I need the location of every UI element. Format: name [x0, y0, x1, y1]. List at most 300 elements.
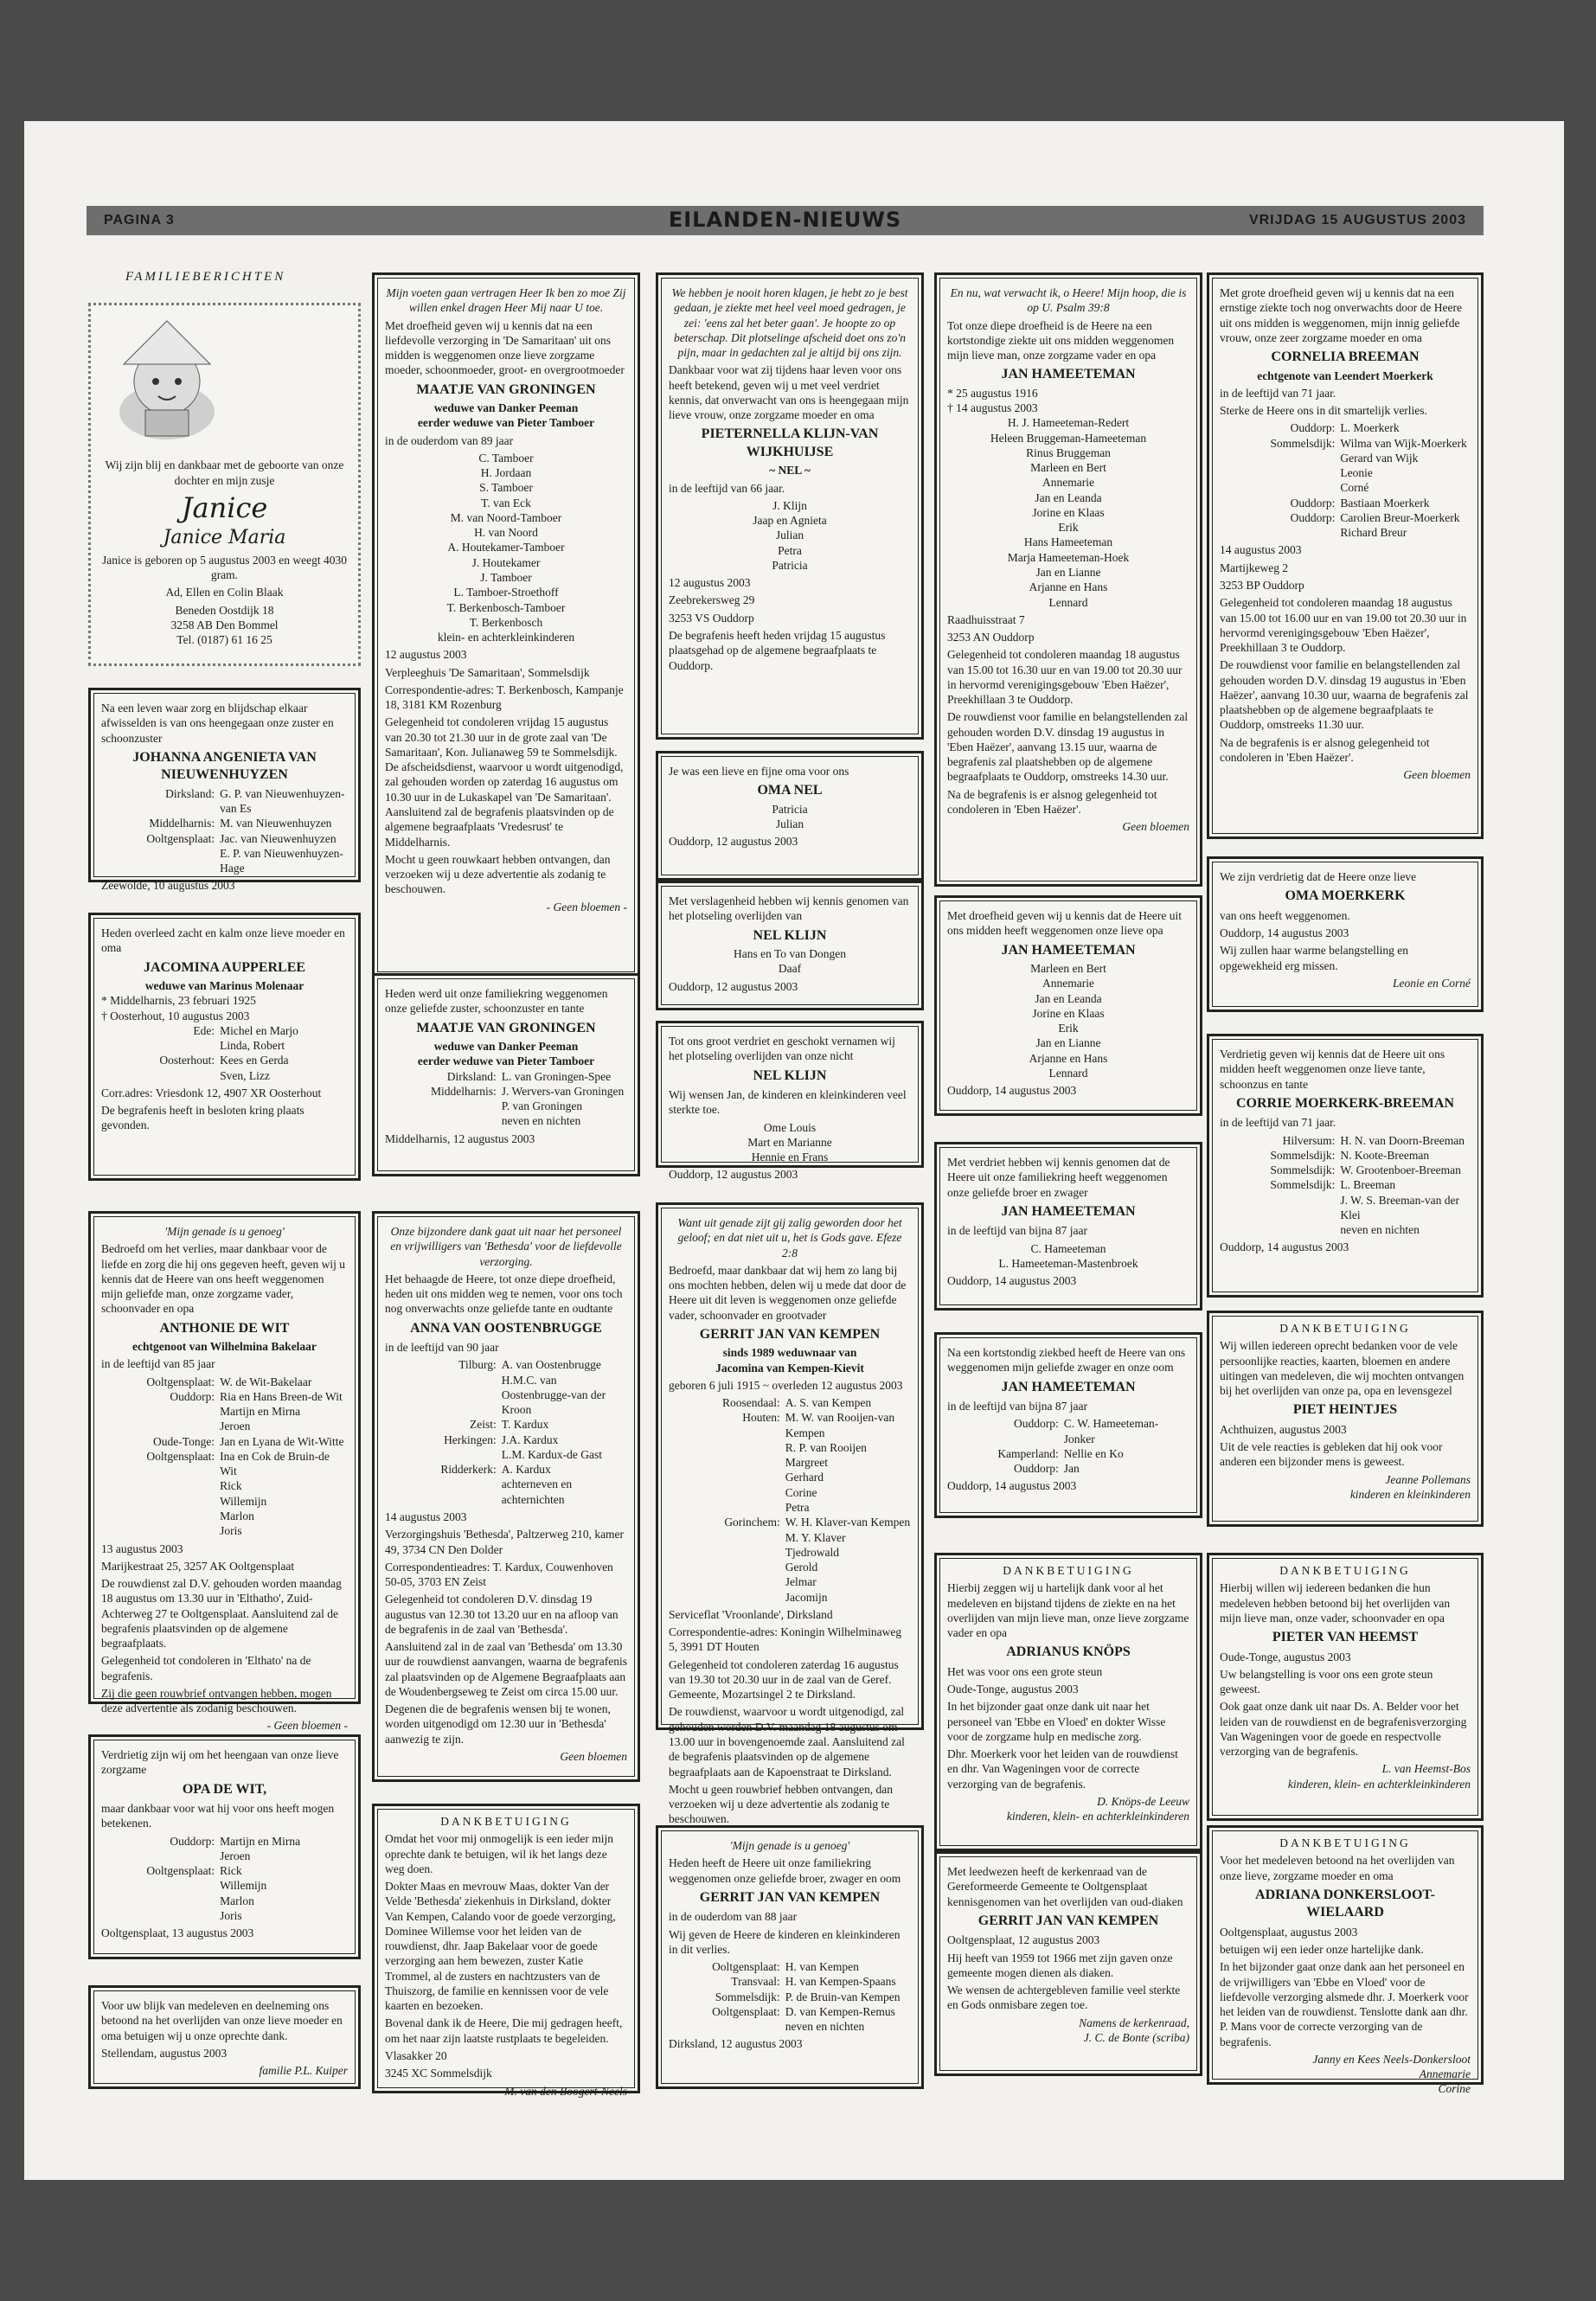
family-row — [1220, 465, 1471, 480]
family-row — [1220, 496, 1471, 510]
family-place — [101, 1404, 220, 1419]
family-member: Hans en To van Dongen — [733, 947, 847, 960]
family-place — [669, 1530, 785, 1545]
family-member: T. Berkenbosch — [469, 615, 543, 629]
family-member: L. Hameeteman-Mastenbroek — [998, 1256, 1138, 1270]
ad-footer: Ouddorp, 14 augustus 2003 — [1220, 926, 1349, 939]
deceased-name: ANNA VAN OOSTENBRUGGE — [410, 1320, 602, 1336]
ad-footer: Correspondentieadres: T. Kardux, Couwenhoven 50-05, 3703 EN Zeist — [385, 1560, 613, 1589]
family-row — [1220, 1193, 1471, 1223]
ad-title: DANKBETUIGING — [1279, 1322, 1411, 1335]
family-row — [669, 2004, 911, 2019]
family-member: H. van Noord — [474, 526, 538, 540]
ad-footer: Zeewolde, 10 augustus 2003 — [101, 879, 235, 893]
family-row — [1220, 1148, 1471, 1163]
family-names: Petra — [785, 1500, 810, 1514]
family-member: Jan en Lianne — [1035, 1036, 1101, 1050]
ad-footer: Oude-Tonge, augustus 2003 — [947, 1682, 1079, 1696]
family-names: H. van Kempen-Spaans — [785, 1975, 896, 1989]
ad-body: Hij heeft van 1959 tot 1966 met zijn gaven onze gemeente mogen dienen als diaken. — [947, 1951, 1173, 1979]
family-row — [1220, 420, 1471, 435]
family-member: Jorine en Klaas — [1032, 505, 1105, 519]
masthead: EILANDEN-NIEUWS — [668, 208, 902, 232]
family-place — [385, 1113, 502, 1128]
family-place: Oude-Tonge: — [153, 1434, 215, 1448]
ad-footer: 12 augustus 2003 — [669, 576, 751, 590]
family-row — [1220, 451, 1471, 465]
birth-details: Janice is geboren op 5 augustus 2003 en weegt 4030 gram. — [101, 553, 348, 582]
ad-title: DANKBETUIGING — [1003, 1564, 1134, 1577]
deceased-name: ADRIANUS KNÖPS — [1006, 1644, 1131, 1660]
ad-footer: Stellendam, augustus 2003 — [101, 2046, 228, 2060]
family-place — [101, 1419, 220, 1433]
family-row — [385, 1477, 627, 1507]
family-row — [101, 1419, 348, 1433]
ad-text: Heden overleed zacht en kalm onze lieve moeder en oma — [101, 926, 345, 955]
family-place — [1220, 525, 1340, 540]
age-line: in de ouderdom van 88 jaar — [669, 1910, 798, 1924]
family-names: C. W. Hameeteman-Jonker — [1063, 1417, 1159, 1445]
ad-text: Wij willen iedereen oprecht bedanken voor de vele persoonlijke reacties, kaarten, bloemen en andere uitingen van medeleven, die wij mochten ontvangen bij het overlijden van onze pa, opa en levensgezel — [1220, 1339, 1465, 1398]
ad-body: De rouwdienst voor familie en belangstellenden zal gehouden worden D.V. dinsdag 19 augustus in 'Eben Haëzer', aanvang 13.15 uur, waarna de begrafenis zal plaatshebben op de algemene begraafplaats te Ouddorp, omstreeks 14.30 uur. — [947, 710, 1189, 784]
age-line: in de leeftijd van 71 jaar. — [1220, 1116, 1336, 1130]
family-row — [101, 1849, 348, 1863]
family-row — [101, 1038, 348, 1053]
family-member: H. J. Hameeteman-Redert — [1007, 416, 1130, 430]
ad-signature: kinderen, klein- en achterkleinkinderen — [1287, 1777, 1471, 1791]
family-member: T. Berkenbosch-Tamboer — [446, 600, 566, 614]
deceased-name: JOHANNA ANGENIETA VAN NIEUWENHUYZEN — [132, 749, 317, 783]
ad-quote: 'Mijn genade is u genoeg' — [164, 1225, 285, 1238]
family-row — [1220, 1222, 1471, 1237]
ad-footer: 14 augustus 2003 — [1220, 543, 1302, 557]
telephone: Tel. (0187) 61 16 25 — [176, 633, 272, 647]
ad-subtitle-2: eerder weduwe van Pieter Tamboer — [417, 416, 595, 430]
deceased-name: PIETER VAN HEEMST — [1272, 1630, 1419, 1645]
family-names: Marlon — [220, 1894, 254, 1907]
birth-announcement — [88, 303, 361, 666]
family-member: Marja Hameeteman-Hoek — [1007, 550, 1130, 564]
family-member: Jan en Leanda — [1035, 490, 1102, 504]
obituary-ad — [88, 1211, 361, 1733]
family-place: Ouddorp: — [170, 1389, 215, 1403]
family-place: Ede: — [193, 1023, 215, 1037]
ad-footer: Dirksland, 12 augustus 2003 — [669, 2037, 803, 2051]
obituary-ad — [1207, 272, 1484, 839]
ad-footer: Ooltgensplaat, 13 augustus 2003 — [101, 1926, 254, 1940]
ad-body: Uit de vele reacties is gebleken dat hij ook voor anderen een bijzonder mens is geweest. — [1220, 1440, 1443, 1469]
family-names: Marlon — [220, 1509, 254, 1522]
deceased-name: MAATJE VAN GRONINGEN — [416, 1020, 596, 1035]
deceased-name: ANTHONIE DE WIT — [159, 1320, 290, 1336]
family-place: Roosendaal: — [722, 1396, 780, 1410]
family-place — [101, 1509, 220, 1523]
ad-text: Voor het medeleven betoond na het overlijden van onze lieve, zorgzame moeder en oma — [1220, 1854, 1455, 1882]
ad-text: Bovenal dank ik de Heere, Die mij gedragen heeft, om het naar zijn laatste rustplaats te begeleiden. — [385, 2016, 623, 2045]
family-place: Ouddorp: — [1290, 510, 1336, 524]
ad-subtitle: weduwe van Danker Peeman — [433, 1040, 579, 1053]
date-line: * 25 augustus 1916 — [947, 386, 1038, 400]
family-row — [101, 786, 348, 817]
family-member: J. Klijn — [772, 498, 807, 512]
ad-text: Je was een lieve en fijne oma voor ons — [669, 765, 849, 778]
ad-footer: Achthuizen, augustus 2003 — [1220, 1422, 1347, 1436]
family-names: Bastiaan Moerkerk — [1340, 496, 1430, 510]
family-names: Jeroen — [220, 1849, 251, 1862]
family-place — [1220, 1193, 1340, 1223]
family-member: Mart en Marianne — [747, 1135, 832, 1149]
obituary-ad — [934, 1851, 1202, 2076]
age-line: in de leeftijd van 85 jaar — [101, 1357, 215, 1371]
ad-footer: 14 augustus 2003 — [385, 1509, 467, 1523]
family-row — [101, 831, 348, 846]
family-row — [1220, 510, 1471, 525]
family-member: Patricia — [772, 802, 808, 816]
ad-signature: Janny en Kees Neels-Donkersloot — [1312, 2052, 1471, 2066]
family-member: Annemarie — [1042, 977, 1094, 990]
ad-footer: 3253 VS Ouddorp — [669, 611, 754, 625]
ad-body: betuigen wij een ieder onze hartelijke dank. — [1220, 1943, 1424, 1956]
ad-footer: Correspondentie-adres: Koningin Wilhelminaweg 5, 3991 DT Houten — [669, 1625, 902, 1654]
family-row — [101, 1375, 348, 1389]
deceased-name: CORNELIA BREEMAN — [1271, 349, 1420, 365]
family-row — [669, 1410, 911, 1440]
obituary-ad — [934, 272, 1202, 887]
family-names: H. N. van Doorn-Breeman — [1340, 1133, 1465, 1147]
deceased-name: PIETERNELLA KLIJN-VAN WIJKHUIJSE — [701, 426, 879, 459]
ad-title: DANKBETUIGING — [1279, 1564, 1411, 1577]
family-names: N. Koote-Breeman — [1340, 1148, 1430, 1162]
family-row — [101, 1478, 348, 1493]
obituary-ad — [372, 272, 640, 977]
family-names: Willemijn — [220, 1494, 267, 1508]
obituary-ad — [88, 1985, 361, 2089]
family-names: Carolien Breur-Moerkerk — [1340, 510, 1460, 524]
deceased-name: OPA DE WIT, — [182, 1781, 267, 1797]
family-row — [669, 2019, 911, 2034]
obituary-ad — [656, 1202, 924, 1826]
date-line: † Oosterhout, 10 augustus 2003 — [101, 1009, 250, 1022]
ad-signature: Corine — [1438, 2082, 1471, 2096]
ad-body: Mocht u geen rouwbrief hebben ontvangen, dan verzoeken wij u deze advertentie als zodanig te beschouwen. — [669, 1782, 894, 1826]
ad-subtitle: weduwe van Marinus Molenaar — [144, 979, 304, 992]
deceased-name: GERRIT JAN VAN KEMPEN — [699, 1889, 881, 1905]
ad-signature: kinderen, klein- en achterkleinkinderen — [1006, 1810, 1189, 1823]
birth-intro: Wij zijn blij en dankbaar met de geboorte van onze dochter en mijn zusje — [105, 458, 344, 487]
family-place: Sommelsdijk: — [1270, 436, 1336, 450]
page-header — [87, 206, 1484, 235]
family-names: M. van Nieuwenhuyzen — [220, 817, 332, 830]
family-row — [669, 1560, 911, 1574]
address-line-1: Beneden Oostdijk 18 — [175, 603, 274, 617]
family-names: P. de Bruin-van Kempen — [785, 1990, 901, 2003]
family-row — [669, 1545, 911, 1560]
ad-text-2: van ons heeft weggenomen. — [1220, 908, 1350, 922]
deceased-name: OMA MOERKERK — [1285, 888, 1406, 904]
ad-footer: 12 augustus 2003 — [385, 648, 467, 662]
family-row — [101, 1878, 348, 1893]
family-place — [101, 1908, 220, 1923]
family-member: Lennard — [1048, 595, 1088, 609]
ad-signature: L. van Heemst-Bos — [1381, 1762, 1471, 1776]
family-row — [385, 1099, 627, 1113]
obituary-ad — [1207, 1553, 1484, 1821]
ad-body: Gelegenheid tot condoleren maandag 18 augustus van 15.00 tot 16.30 uur en van 19.00 tot 20.30 uur in hervormd verenigingsgebouw 'Eben Haëzer', Preekhillaan 3 te Ouddorp. — [947, 648, 1183, 707]
ad-quote: Mijn voeten gaan vertragen Heer Ik ben zo moe Zij willen enkel dragen Heer Mij naar U toe. — [386, 286, 626, 315]
family-place — [669, 2019, 785, 2034]
family-row — [669, 1440, 911, 1455]
family-row — [101, 1023, 348, 1038]
family-place: Kamperland: — [997, 1446, 1059, 1460]
obituary-ad — [656, 881, 924, 1010]
ad-text: Heden werd uit onze familiekring weggenomen onze geliefde zuster, schoonzuster en tante — [385, 987, 608, 1016]
age-line: geboren 6 juli 1915 ~ overleden 12 augustus 2003 — [669, 1378, 903, 1392]
family-row — [669, 1395, 911, 1410]
family-row — [101, 1834, 348, 1849]
family-names: neven en nichten — [1340, 1223, 1420, 1237]
obituary-ad — [88, 913, 361, 1181]
family-names: Linda, Robert — [220, 1039, 285, 1053]
family-place — [385, 1477, 502, 1507]
family-names: H. van Kempen — [785, 1960, 859, 1974]
ad-footer: Ouddorp, 14 augustus 2003 — [947, 1274, 1077, 1288]
family-row — [669, 1500, 911, 1515]
family-place: Sommelsdijk: — [1270, 1148, 1336, 1162]
ad-footer: Marijkestraat 25, 3257 AK Ooltgensplaat — [101, 1559, 295, 1573]
family-names: D. van Kempen-Remus — [785, 2004, 895, 2018]
family-row — [1220, 1163, 1471, 1177]
ad-footer: Vlasakker 20 — [385, 2048, 447, 2062]
family-names: J. Wervers-van Groningen — [501, 1084, 625, 1098]
family-names: Ria en Hans Breen-de Wit — [220, 1389, 343, 1403]
obituary-ad — [1207, 1034, 1484, 1298]
family-member: T. van Eck — [481, 496, 531, 510]
obituary-ad — [1207, 856, 1484, 1012]
family-place: Hilversum: — [1282, 1133, 1336, 1147]
obituary-ad — [934, 895, 1202, 1116]
ad-text: We zijn verdrietig dat de Heere onze lieve — [1220, 870, 1417, 883]
family-names: Jan — [1063, 1462, 1080, 1476]
family-names: W. de Wit-Bakelaar — [220, 1375, 312, 1388]
section-title: FAMILIEBERICHTEN — [125, 270, 286, 284]
family-member: Julian — [775, 529, 804, 542]
ad-subtitle: echtgenoot van Wilhelmina Bakelaar — [132, 1340, 317, 1354]
ad-footer: Verpleeghuis 'De Samaritaan', Sommelsdijk — [385, 665, 590, 679]
family-place — [669, 1485, 785, 1500]
family-member: J. Tamboer — [480, 570, 532, 584]
family-member: C. Tamboer — [478, 451, 534, 465]
family-names: Margreet — [785, 1456, 829, 1470]
family-place: Oosterhout: — [159, 1054, 215, 1067]
family-place: Ooltgensplaat: — [146, 831, 215, 845]
ad-footer: Ouddorp, 14 augustus 2003 — [947, 1084, 1077, 1098]
family-row — [385, 1417, 627, 1432]
family-row — [101, 1449, 348, 1479]
obituary-ad — [934, 1553, 1202, 1851]
deceased-name: NEL KLIJN — [753, 927, 827, 943]
ad-quote: We hebben je nooit horen klagen, je hebt zo je best gedaan, je ziekte met heel veel moed gedragen, je zei: 'eens zal het beter gaan'. Je hoopte zo op beterschap. Dit plotselinge afscheid doet ons zo'n pijn, maar in gedachten zal je altijd bij ons zijn. — [671, 286, 908, 360]
family-member: Heleen Bruggeman-Hameeteman — [990, 431, 1147, 445]
ad-body: Gelegenheid tot condoleren vrijdag 15 augustus van 20.30 tot 21.30 uur in de grote zaal van 'De Samaritaan', Kon. Julianaweg 59 te Sommelsdijk. De afscheidsdienst, waarvoor u wordt uitgenodigd, zal gehouden worden op zaterdag 16 augustus om 10.30 uur in de Lukaskapel van 'De Samaritaan'. Aansluitend zal de begrafenis plaatsvinden op de algemene begraafplaats 'Vredesrust' te Middelharnis. — [385, 715, 624, 849]
ad-text: Hierbij willen wij iedereen bedanken die hun medeleven hebben betoond bij het overlijden van mijn lieve man, onze vader, schoonvader en opa — [1220, 1581, 1451, 1625]
deceased-name: GERRIT JAN VAN KEMPEN — [977, 1913, 1159, 1928]
ad-footer: Ouddorp, 12 augustus 2003 — [669, 1168, 798, 1182]
family-member: Arjanne en Hans — [1029, 580, 1108, 594]
family-place — [669, 1590, 785, 1605]
ad-text: Hierbij zeggen wij u hartelijk dank voor al het medeleven en bijstand tijdens de ziekte en na het overlijden van mijn lieve man, onze lieve zorgzame vader en opa — [947, 1581, 1189, 1640]
ad-subtitle-2: eerder weduwe van Pieter Tamboer — [417, 1054, 595, 1068]
family-names: Martijn en Mirna — [220, 1834, 301, 1848]
obituary-ad — [372, 973, 640, 1176]
family-row — [101, 1434, 348, 1449]
family-row — [1220, 1177, 1471, 1192]
ad-signature: J. C. de Bonte (scriba) — [1083, 2030, 1189, 2044]
deceased-name: JAN HAMEETEMAN — [1001, 1203, 1136, 1219]
family-place — [1220, 480, 1340, 495]
family-names: Nellie en Ko — [1063, 1446, 1124, 1460]
ad-signature: Geen bloemen — [1122, 820, 1189, 834]
family-place — [101, 1068, 220, 1083]
ad-subtitle: echtgenote van Leendert Moerkerk — [1257, 369, 1433, 382]
family-place: Ouddorp: — [1014, 1417, 1059, 1431]
obituary-ad — [88, 688, 361, 893]
family-names: Joris — [220, 1524, 242, 1538]
family-row — [101, 1068, 348, 1083]
family-row — [669, 1974, 911, 1989]
family-member: Hennie en Frans — [751, 1150, 829, 1164]
family-place — [669, 1470, 785, 1484]
family-row — [1220, 436, 1471, 451]
family-place — [669, 1545, 785, 1560]
family-row — [385, 1462, 627, 1477]
family-row — [669, 1485, 911, 1500]
family-place: Ouddorp: — [170, 1834, 215, 1848]
ad-text: Met verdriet hebben wij kennis genomen dat de Heere uit onze familiekring heeft weggenomen onze geliefde broer en zwager — [947, 1156, 1170, 1199]
family-names: G. P. van Nieuwenhuyzen-van Es — [220, 786, 345, 815]
ad-signature: M. van den Boogert-Neels — [504, 2084, 627, 2098]
family-place: Dirksland: — [446, 1069, 497, 1083]
family-place — [669, 1574, 785, 1589]
family-place — [1220, 451, 1340, 465]
family-place — [101, 1878, 220, 1893]
age-line: in de leeftijd van 66 jaar. — [669, 481, 785, 495]
family-names: L. Moerkerk — [1340, 421, 1400, 435]
family-row — [385, 1433, 627, 1447]
ad-text-2: Het was voor ons een grote steun — [947, 1664, 1103, 1678]
family-row — [101, 1053, 348, 1067]
ad-footer: Ouddorp, 14 augustus 2003 — [1220, 1240, 1349, 1254]
baby-name: Janice — [181, 490, 268, 524]
family-names: Michel en Marjo — [220, 1023, 298, 1037]
family-names: neven en nichten — [501, 1114, 581, 1128]
family-member: Petra — [778, 543, 802, 557]
family-member: Daaf — [778, 962, 802, 976]
ad-text: Verdrietig zijn wij om het heengaan van onze lieve zorgzame — [101, 1748, 339, 1777]
ad-text: Bedroefd om het verlies, maar dankbaar voor de liefde en zorg die hij ons gegeven heeft, geven wij u kennis dat de Heere van ons heeft weggenomen mijn geliefde man, onze zorgzame vader, schoonvader en opa — [101, 1242, 346, 1316]
family-row — [669, 1990, 911, 2004]
family-row — [385, 1373, 627, 1418]
family-names: T. Kardux — [501, 1418, 549, 1432]
family-place: Sommelsdijk: — [1270, 1178, 1336, 1192]
ad-text: Dankbaar voor wat zij tijdens haar leven voor ons heeft betekend, geven wij u met veel verdriet kennis, dat onverwacht van ons is heengegaan mijn lieve vrouw, onze zorgzame moeder en oma — [669, 363, 909, 422]
family-row — [669, 1590, 911, 1605]
family-place: Tilburg: — [458, 1358, 497, 1372]
ad-footer: 3245 XC Sommelsdijk — [385, 2067, 492, 2080]
family-row — [101, 1404, 348, 1419]
family-names: Kees en Gerda — [220, 1054, 289, 1067]
ad-text: Heden heeft de Heere uit onze familiekring weggenomen onze geliefde broer, zwager en oom — [669, 1856, 901, 1885]
obituary-ad — [934, 1332, 1202, 1518]
ad-text: Met grote droefheid geven wij u kennis dat na een ernstige ziekte toch nog onverwachts door de Heere uit ons midden is weggenomen, mijn innig geliefde vrouw, onze zeer zorgzame moeder en oma — [1220, 286, 1463, 344]
family-names: Wilma van Wijk-Moerkerk — [1340, 436, 1467, 450]
ad-body: De rouwdienst zal D.V. gehouden worden maandag 18 augustus om 13.30 uur in 'Elthatho', Zuid-Achterweg 27 te Ooltgensplaat. Aansluitend zal de begrafenis plaatsvinden op de algemene begraafplaats. — [101, 1577, 342, 1650]
family-names: J.A. Kardux — [501, 1433, 559, 1446]
ad-footer: Verzorgingshuis 'Bethesda', Paltzerweg 210, kamer 49, 3734 CN Den Dolder — [385, 1528, 625, 1556]
family-place — [1220, 1222, 1340, 1237]
obituary-ad — [934, 1142, 1202, 1311]
family-member: J. Houtekamer — [471, 555, 541, 569]
family-row — [669, 1530, 911, 1545]
ad-body: Gelegenheid tot condoleren maandag 18 augustus van 15.00 tot 16.00 uur en van 19.00 tot 20.30 uur in hervormd verenigingsgebouw 'Eben Haëzer', Preekhillaan 3 te Ouddorp. — [1220, 596, 1467, 655]
family-names: Jelmar — [785, 1575, 817, 1589]
date-line: † 14 augustus 2003 — [947, 401, 1038, 415]
ad-body: We wensen de achtergebleven familie veel sterkte en Gods onmisbare zegen toe. — [947, 1984, 1181, 2012]
ad-footer: Middelharnis, 12 augustus 2003 — [385, 1131, 535, 1145]
deceased-name: JAN HAMEETEMAN — [1001, 367, 1136, 382]
family-member: Erik — [1058, 521, 1079, 535]
ad-signature: Geen bloemen — [560, 1749, 627, 1763]
ad-footer: Serviceflat 'Vroonlande', Dirksland — [669, 1607, 833, 1621]
family-place: Houten: — [742, 1411, 780, 1425]
baby-full-name: Janice Maria — [163, 526, 286, 548]
family-member: Patricia — [772, 558, 808, 572]
ad-body: De rouwdienst, waarvoor u wordt uitgenodigd, zal gehouden worden D.V. maandag 18 augustus om 13.00 uur in bovengenoemde zaal. Aansluitend zal de begrafenis plaatsvinden op de algemene begraafplaats aan de Kapoenstraat te Dirksland. — [669, 1705, 905, 1779]
family-place — [101, 1894, 220, 1908]
family-names: Jacomijn — [785, 1590, 828, 1604]
ad-text: Met droefheid geven wij u kennis dat na een liefdevolle verzorging in 'De Samaritaan' uit ons midden is weggenomen onze lieve zorgzame moeder, schoonmoeder, groot- en overgrootmoeder — [385, 318, 625, 377]
family-place: Ouddorp: — [1290, 496, 1336, 510]
ad-text: Tot ons groot verdriet en geschokt vernamen wij het plotseling overlijden van onze nicht — [669, 1035, 895, 1063]
deceased-name: PIET HEINTJES — [1292, 1402, 1398, 1418]
family-place — [385, 1447, 502, 1462]
family-row — [669, 1574, 911, 1589]
issue-date: VRIJDAG 15 AUGUSTUS 2003 — [1248, 213, 1466, 228]
family-place — [669, 1455, 785, 1470]
family-names: J. W. S. Breeman-van der Klei — [1340, 1193, 1459, 1221]
family-row — [385, 1069, 627, 1084]
family-place: Ooltgensplaat: — [146, 1864, 215, 1878]
family-place: Sommelsdijk: — [1270, 1163, 1336, 1177]
ad-text-2: Sterke de Heere ons in dit smartelijk verlies. — [1220, 404, 1427, 418]
obituary-ad — [656, 272, 924, 740]
family-names: A. van Oostenbrugge — [501, 1358, 601, 1372]
family-row — [947, 1416, 1189, 1446]
family-names: P. van Groningen — [501, 1099, 583, 1113]
family-place: Ooltgensplaat: — [712, 1960, 780, 1974]
ad-body: Degenen die de begrafenis wensen bij te wonen, worden uitgenodigd om 12.30 uur in 'Bethesda' aanwezig te zijn. — [385, 1702, 611, 1746]
family-place: Ooltgensplaat: — [146, 1449, 215, 1463]
ad-signature: - Geen bloemen - — [266, 1719, 348, 1733]
family-member: Jorine en Klaas — [1032, 1006, 1105, 1020]
family-place — [101, 1494, 220, 1509]
family-names: R. P. van Rooijen — [785, 1440, 867, 1454]
family-names: Ina en Cok de Bruin-de Wit — [220, 1449, 330, 1478]
ad-signature: - Geen bloemen - — [546, 900, 627, 913]
baby-illustration — [98, 317, 236, 446]
family-member: Hans Hameeteman — [1023, 535, 1113, 549]
obituary-ad — [372, 1211, 640, 1782]
obituary-ad — [1207, 1311, 1484, 1527]
